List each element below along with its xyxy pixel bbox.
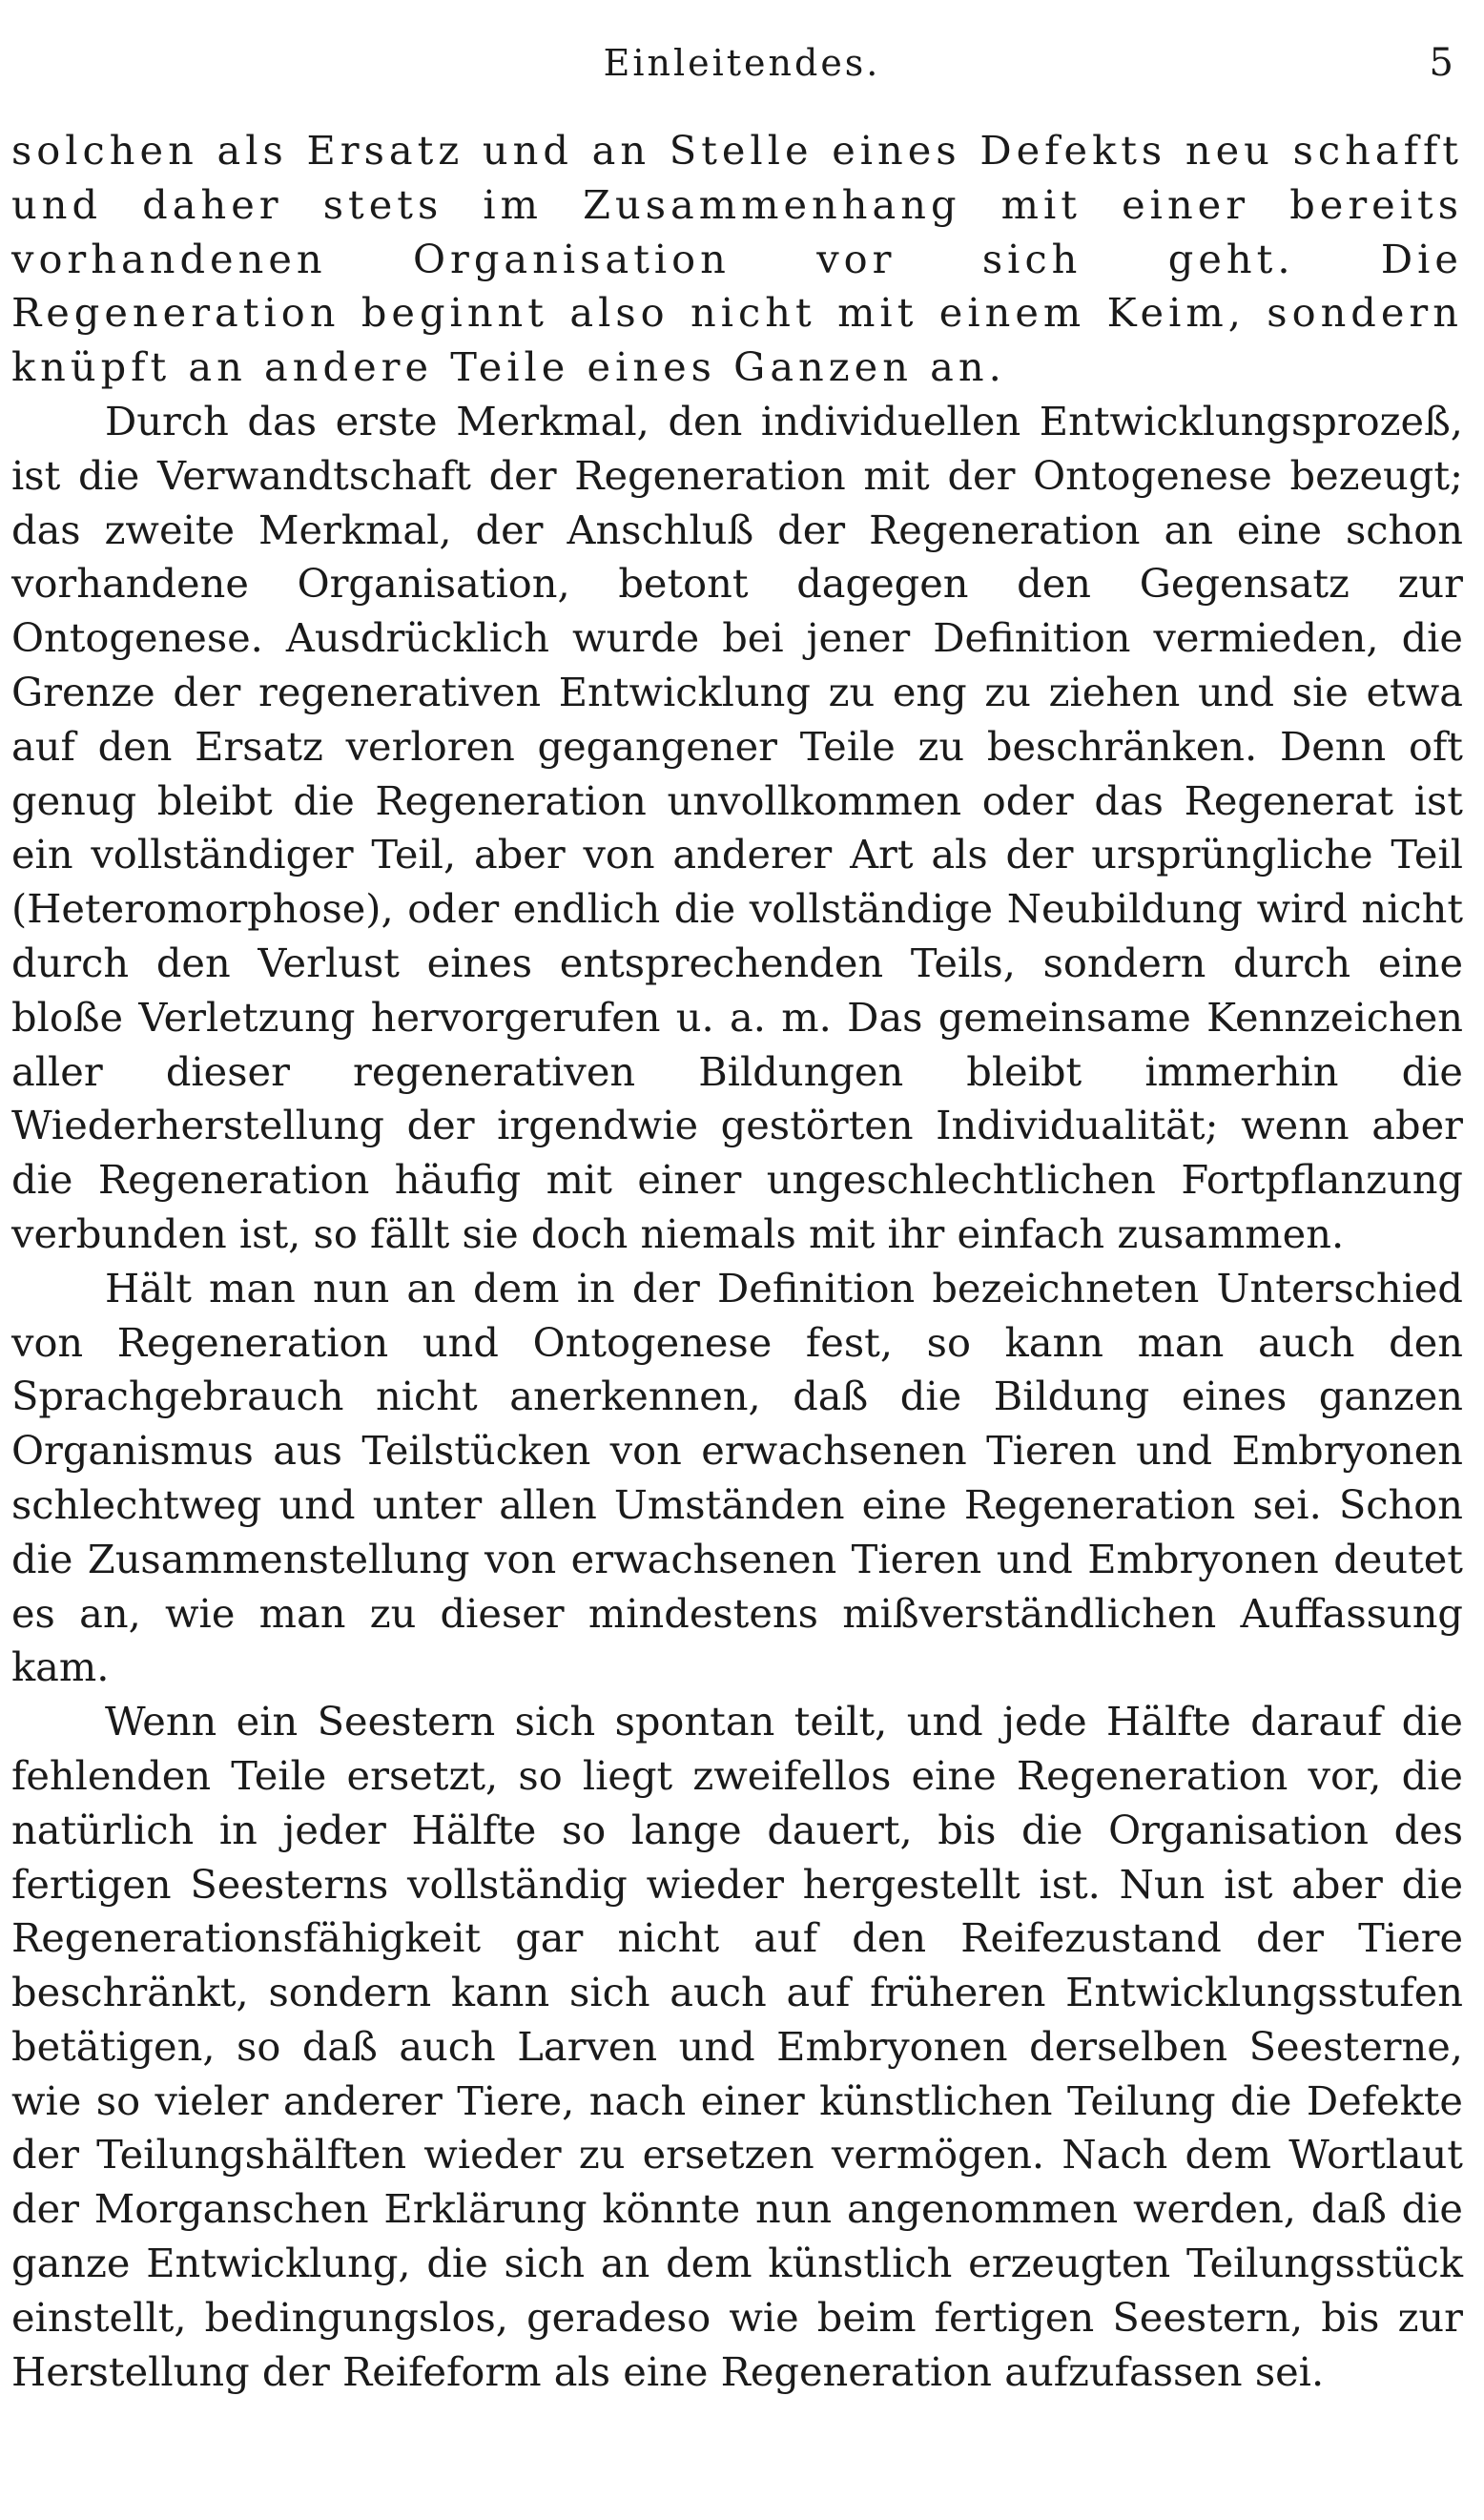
paragraph: Durch das erste Merkmal, den individuellen Entwicklungsprozeß, ist die Verwandtschaft der Regeneration mit der Ontogenese bezeugt; das zweite Merkmal, der Anschluß der Regeneration an eine schon vorhandene Organisation, betont dagegen den Gegensatz zur Ontogenese. Ausdrücklich wurde bei jener Definition vermieden, die Grenze der regenerativen Entwicklung zu eng zu ziehen und sie etwa auf den Ersatz verloren gegangener Teile zu beschränken. Denn oft genug bleibt die Regeneration unvollkommen oder das Regenerat ist ein vollständiger Teil, aber von anderer Art als der ursprüngliche Teil (Heteromorphose), oder endlich die vollständige Neubildung wird nicht durch den Verlust eines entsprechenden Teils, sondern durch eine bloße Verletzung hervorgerufen u. a. m. Das gemeinsame Kennzeichen aller dieser regenerativen Bildungen bleibt immerhin die Wiederherstellung der irgendwie gestörten Individualität; wenn aber die Regeneration häufig mit einer ungeschlechtlichen Fortpflanzung verbunden ist, so fällt sie doch niemals mit ihr einfach zusammen. <box>11 397 1463 1257</box>
paragraph: Wenn ein Seestern sich spontan teilt, und jede Hälfte darauf die fehlenden Teile ersetzt, so liegt zweifellos eine Regeneration vor, die natürlich in jeder Hälfte so lange dauert, bis die Organisation des fertigen Seesterns vollständig wieder hergestellt ist. Nun ist aber die Regenerationsfähigkeit gar nicht auf den Reifezustand der Tiere beschränkt, sondern kann sich auch auf früheren Entwicklungsstufen betätigen, so daß auch Larven und Embryonen derselben Seesterne, wie so vieler anderer Tiere, nach einer künstlichen Teilung die Defekte der Teilungshälften wieder zu ersetzen vermögen. Nach dem Wortlaut der Morganschen Erklärung könnte nun angenommen werden, daß die ganze Entwicklung, die sich an dem künstlich erzeugten Teilungsstück einstellt, bedingungslos, geradeso wie beim fertigen Seestern, bis zur Herstellung der Reifeform als eine Regeneration aufzufassen sei. <box>11 1698 1463 2395</box>
page-number: 5 <box>1429 41 1453 85</box>
running-title: Einleitendes. <box>603 42 881 84</box>
paragraph-continuation: solchen als Ersatz und an Stelle eines Defekts neu schafft und daher stets im Zusammenhang mit einer bereits vorhandenen Organisation vor sich geht. Die Regeneration beginnt also nicht mit einem Keim, sondern knüpft an andere Teile eines Ganzen an. <box>11 127 1463 391</box>
running-header <box>0 34 1484 92</box>
paragraph: Hält man nun an dem in der Definition bezeichneten Unterschied von Regeneration und Ontogenese fest, so kann man auch den Sprachgebrauch nicht anerkennen, daß die Bildung eines ganzen Organismus aus Teilstücken von erwachsenen Tieren und Embryonen schlechtweg und unter allen Umständen eine Regeneration sei. Schon die Zusammenstellung von erwachsenen Tieren und Embryonen deutet es an, wie man zu dieser mindestens mißverständlichen Auffassung kam. <box>11 1264 1463 1691</box>
body-text <box>11 124 1463 2399</box>
